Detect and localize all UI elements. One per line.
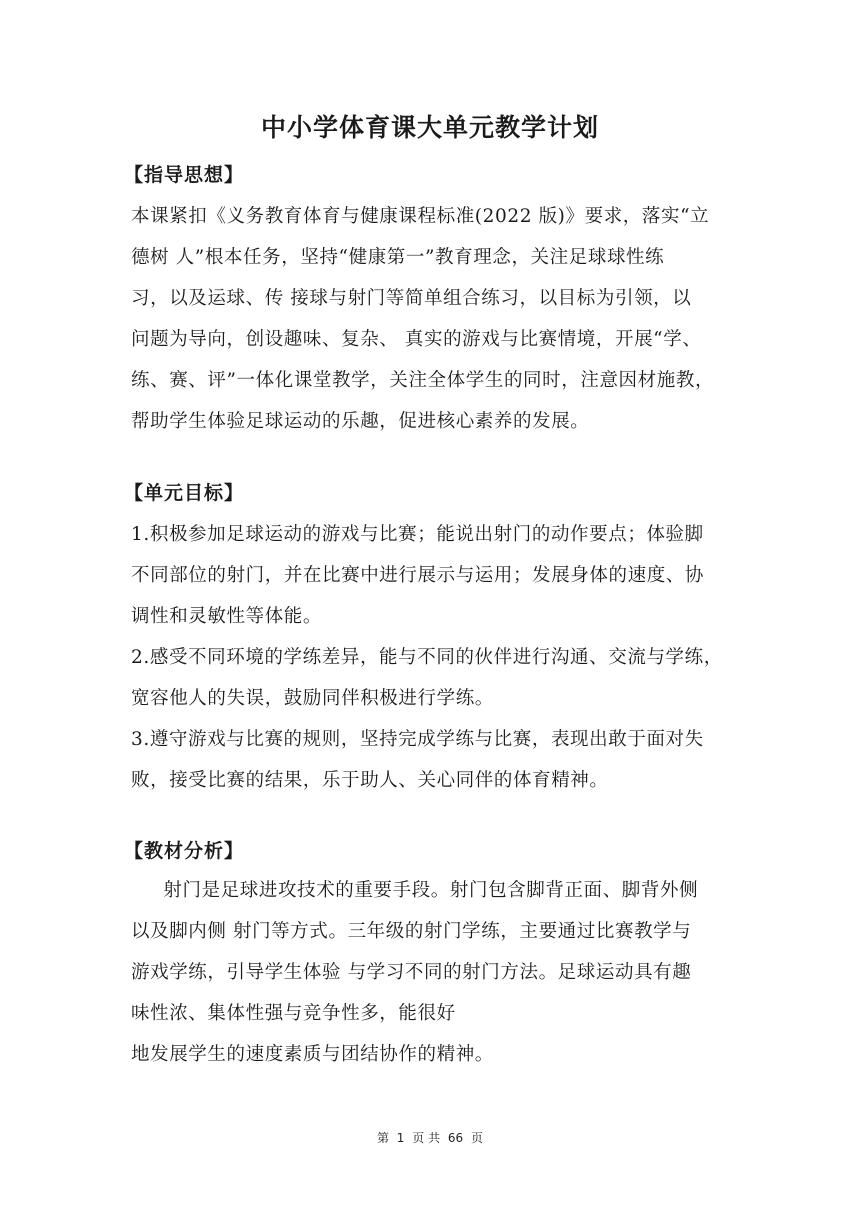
paragraph-line: 以及脚内侧 射门等方式。三年级的射门学练，主要通过比赛教学与 <box>131 921 692 942</box>
paragraph-line: 3.遵守游戏与比赛的规则，坚持完成学练与比赛，表现出敢于面对失 <box>131 729 704 750</box>
paragraph-line: 本课紧扣《义务教育体育与健康课程标准(2022 版)》要求，落实“立 <box>131 206 710 227</box>
paragraph-line: 帮助学生体验足球运动的乐趣，促进核心素养的发展。 <box>131 411 590 432</box>
paragraph-line: 地发展学生的速度素质与团结协作的精神。 <box>131 1044 494 1065</box>
paragraph-line: 德树 人”根本任务，坚持“健康第一”教育理念，关注足球球性练 <box>131 247 665 268</box>
footer-total-pages: 66 <box>447 1131 464 1145</box>
section-heading-material-analysis: 【教材分析】 <box>124 840 245 862</box>
page-title: 中小学体育课大单元教学计划 <box>260 113 599 142</box>
paragraph-line: 味性浓、集体性强与竞争性多，能很好 <box>131 1003 456 1024</box>
paragraph-line: 练、赛、评”一体化课堂教学，关注全体学生的同时，注意因材施教， <box>131 370 715 391</box>
paragraph-line: 调性和灵敏性等体能。 <box>131 606 323 627</box>
paragraph-line: 败，接受比赛的结果，乐于助人、关心同伴的体育精神。 <box>131 770 609 791</box>
paragraph-line: 射门是足球进攻技术的重要手段。射门包含脚背正面、脚背外侧 <box>131 880 699 901</box>
page-footer <box>0 1129 860 1146</box>
section-body-guiding-ideology <box>131 196 736 442</box>
paragraph-line: 习，以及运球、传 接球与射门等简单组合练习，以目标为引领，以 <box>131 288 692 309</box>
paragraph-line: 2.感受不同环境的学练差异，能与不同的伙伴进行沟通、交流与学练， <box>131 647 723 668</box>
paragraph-line: 1.积极参加足球运动的游戏与比赛；能说出射门的动作要点；体验脚 <box>131 524 704 545</box>
footer-suffix: 页 <box>471 1131 484 1145</box>
paragraph-line: 不同部位的射门，并在比赛中进行展示与运用；发展身体的速度、协 <box>131 565 705 586</box>
paragraph-line: 问题为导向，创设趣味、复杂、 真实的游戏与比赛情境，开展“学、 <box>131 329 702 350</box>
paragraph-line: 宽容他人的失误，鼓励同伴积极进行学练。 <box>131 688 494 709</box>
section-heading-unit-goals: 【单元目标】 <box>124 482 245 504</box>
section-body-unit-goals <box>131 514 736 801</box>
footer-mid: 页 共 <box>412 1131 441 1145</box>
section-heading-guiding-ideology: 【指导思想】 <box>124 164 245 186</box>
section-body-material-analysis <box>131 870 736 1075</box>
footer-page-number: 1 <box>396 1131 405 1145</box>
footer-prefix: 第 <box>376 1131 389 1145</box>
paragraph-line: 游戏学练，引导学生体验 与学习不同的射门方法。足球运动具有趣 <box>131 962 692 983</box>
